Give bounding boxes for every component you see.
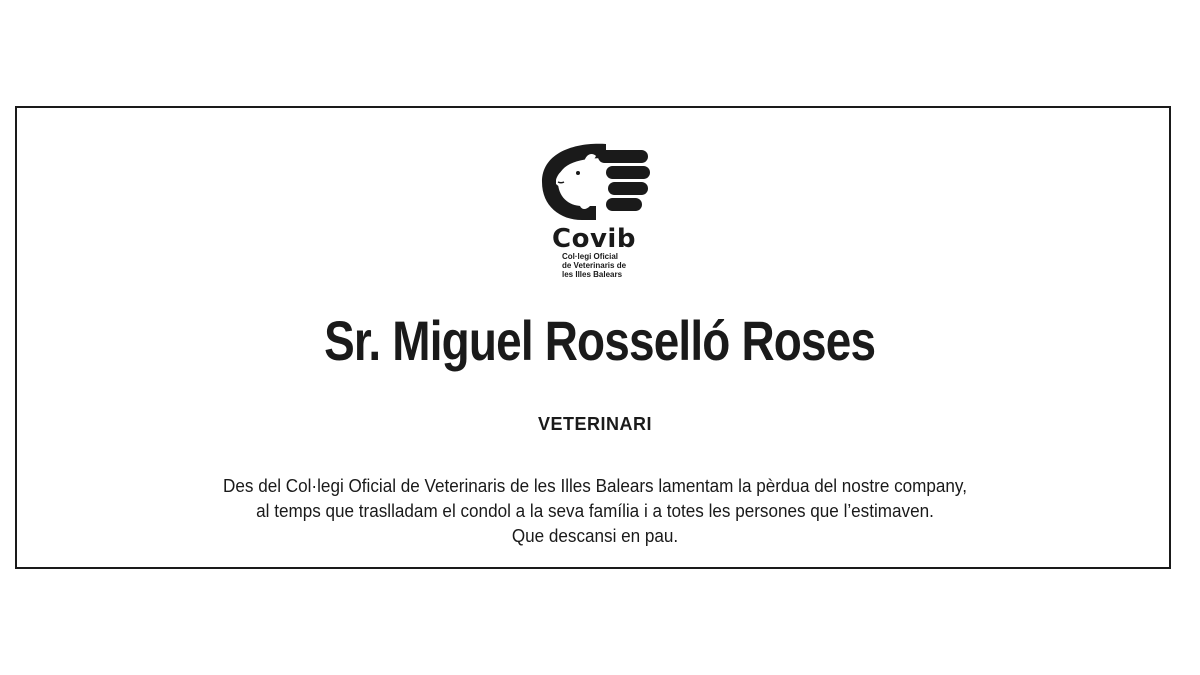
- sheep-hand-logo-icon: [536, 140, 656, 224]
- message-line: Des del Col·legi Oficial de Veterinaris de les Illes Balears lamentam la pèrdua del nostre company,: [223, 476, 967, 496]
- profession-label: VETERINARI: [537, 414, 652, 434]
- condolence-message: [30, 474, 1161, 549]
- logo-subtitle-line: de Veterinaris de: [562, 261, 627, 270]
- logo-subtitle-line: les Illes Balears: [562, 270, 623, 279]
- message-line: Que descansi en pau.: [511, 526, 679, 546]
- message-line: al temps que traslladam el condol a la seva família i a totes les persones que l’estimaven.: [256, 501, 934, 521]
- deceased-name: Sr. Miguel Rosselló Roses: [324, 309, 876, 372]
- logo-wordmark: Covib: [552, 224, 636, 254]
- logo-subtitle-line: Col·legi Oficial: [562, 252, 619, 261]
- covib-logo: [536, 140, 656, 280]
- logo-subtitle: [562, 252, 652, 279]
